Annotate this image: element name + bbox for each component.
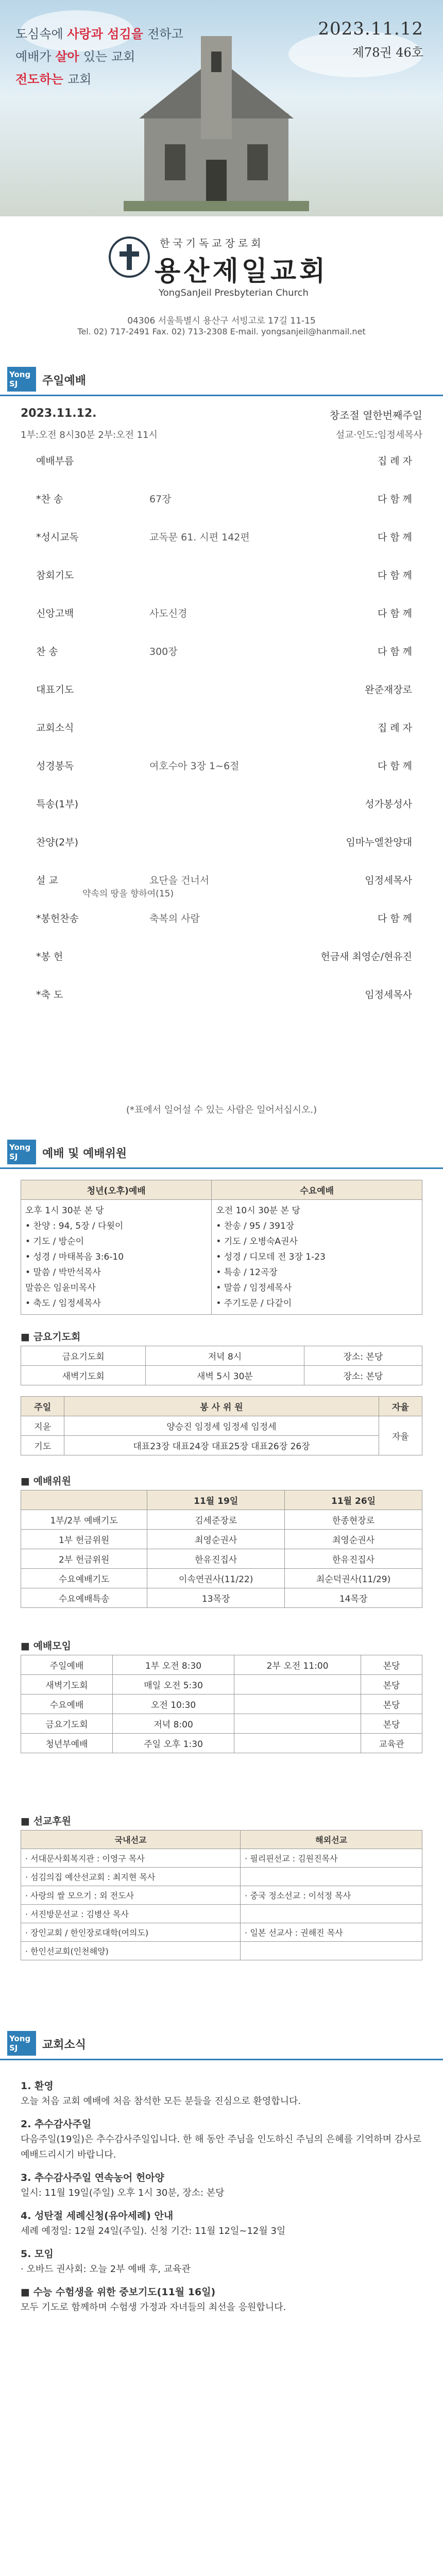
list-item: • 기도 / 방순이 xyxy=(25,1236,84,1247)
list-item: • 특송 / 12곡장 xyxy=(216,1267,278,1278)
order-item: 찬 송 xyxy=(36,646,58,657)
table-cell: 14목장 xyxy=(285,1588,422,1608)
list-item: • 주기도문 / 다같이 xyxy=(216,1298,292,1309)
news-text: · 오바드 권사회: 오늘 2부 예배 후, 교육관 xyxy=(21,2264,191,2275)
order-row xyxy=(21,758,422,796)
table-header: 청년(오후)예배 xyxy=(21,1180,212,1200)
order-row xyxy=(21,682,422,720)
church-news xyxy=(21,2071,422,2315)
order-who: 다 함 께 xyxy=(377,646,412,657)
table-cell: · 사랑의 쌀 모으기 : 외 전도사 xyxy=(21,1886,241,1905)
mission-table xyxy=(21,1830,422,1960)
order-row xyxy=(21,568,422,606)
table-cell: 저녁 8시 xyxy=(146,1346,304,1366)
table-cell xyxy=(234,1675,361,1694)
order-row xyxy=(21,492,422,530)
slogan-highlight: 사랑과 xyxy=(67,26,108,41)
sermon-title: 요단을 건너서 xyxy=(149,875,210,886)
section-title: 예배 및 예배위원 xyxy=(42,1147,127,1160)
table-row xyxy=(21,1868,422,1886)
table-cell: 청년부예배 xyxy=(21,1734,113,1753)
table-row xyxy=(21,1923,422,1942)
table-cell: 새벽기도회 xyxy=(21,1675,113,1694)
order-item: 신앙고백 xyxy=(36,608,74,619)
order-item: 교회소식 xyxy=(36,722,74,734)
slogan-text: 도심속에 xyxy=(15,27,67,41)
news-text: 오늘 처음 교회 예배에 처음 참석한 모든 분들을 진심으로 환영합니다. xyxy=(21,2096,301,2107)
news-heading: 5. 모임 xyxy=(21,2248,54,2260)
table-cell: · 중국 정소선교 : 이석정 목사 xyxy=(241,1886,422,1905)
issue-info xyxy=(318,19,423,60)
table-cell: 최영순권사 xyxy=(147,1530,285,1549)
table-row xyxy=(21,1569,422,1588)
news-heading: 3. 추수감사주일 연속농어 헌아양 xyxy=(21,2172,164,2183)
table-header: 봉 사 위 원 xyxy=(64,1397,379,1416)
section-header-news xyxy=(0,2025,443,2061)
table-cell: 주일예배 xyxy=(21,1655,113,1675)
order-who: 임마누엘찬양대 xyxy=(346,837,412,848)
meetings-table xyxy=(21,1655,422,1753)
table-cell: 장소: 본당 xyxy=(304,1366,422,1385)
table-cell: 대표23장 대표24장 대표25장 대표26장 26장 xyxy=(64,1436,379,1455)
order-row xyxy=(21,606,422,644)
table-header: 11월 26일 xyxy=(285,1490,422,1510)
table-header xyxy=(21,1490,147,1510)
order-row xyxy=(21,644,422,682)
list-item: • 성경 / 마태복음 3:6-10 xyxy=(25,1252,124,1262)
order-who: 헌금새 최영순/현유진 xyxy=(320,951,412,962)
list-item: • 말씀 / 박만석목사 xyxy=(25,1267,101,1278)
service-time-row xyxy=(21,428,422,441)
news-heading: 1. 환영 xyxy=(21,2080,54,2092)
order-row xyxy=(21,453,422,492)
youth-service-cell xyxy=(21,1200,212,1315)
table-row xyxy=(21,1734,422,1753)
table-row xyxy=(21,1694,422,1714)
issue-date: 2023.11.12 xyxy=(318,19,423,39)
order-row xyxy=(21,873,422,911)
slogan-highlight: 섬김을 xyxy=(107,26,148,41)
slogan xyxy=(15,23,183,91)
cover-hero xyxy=(0,0,443,216)
order-item: 설 교 xyxy=(36,875,58,886)
order-item: 대표기도 xyxy=(36,684,74,696)
section-tag: Yong SJ xyxy=(7,1140,36,1164)
section-header-worship xyxy=(0,361,443,397)
order-item: 성경봉독 xyxy=(36,760,74,772)
table-cell xyxy=(234,1694,361,1714)
roles-table xyxy=(21,1490,422,1608)
list-item: • 성경 / 디모데 전 3장 1-23 xyxy=(216,1252,326,1262)
order-detail: 300장 xyxy=(149,646,178,657)
order-who: 다 함 께 xyxy=(377,494,412,505)
table-cell: 교육관 xyxy=(361,1734,422,1753)
table-cell: · 한인선교회(인천해양) xyxy=(21,1942,241,1960)
sermon-series: 약속의 땅을 향하여(15) xyxy=(82,889,174,899)
table-cell: 최영순권사 xyxy=(285,1530,422,1549)
table-header: 자율 xyxy=(379,1397,422,1416)
table-cell: 장소: 본당 xyxy=(304,1346,422,1366)
table-cell xyxy=(234,1734,361,1753)
order-item: 참회기도 xyxy=(36,570,74,581)
order-detail: 교독문 61. 시편 142편 xyxy=(149,532,250,543)
list-item: 말씀은 임윤미목사 xyxy=(25,1283,96,1293)
weekly-services-table xyxy=(21,1180,422,1315)
table-cell: 한유진집사 xyxy=(285,1549,422,1569)
list-item: • 찬양 : 94, 5장 / 다윗이 xyxy=(25,1221,124,1231)
table-cell: 매일 오전 5:30 xyxy=(112,1675,234,1694)
order-row xyxy=(21,949,422,987)
worship-order xyxy=(21,453,422,1025)
table-cell: · 섬김의집 예산선교회 : 최지현 목사 xyxy=(21,1868,241,1886)
news-heading: 2. 추수감사주일 xyxy=(21,2119,92,2130)
table-row xyxy=(21,1675,422,1694)
news-text: 모두 기도로 함께하며 수험생 가정과 자녀들의 최선을 응원합니다. xyxy=(21,2302,286,2313)
table-cell: 본당 xyxy=(361,1655,422,1675)
list-item: • 찬송 / 95 / 391장 xyxy=(216,1221,295,1231)
table-cell: 저녁 8:00 xyxy=(112,1714,234,1734)
prayer-meeting-table xyxy=(21,1346,422,1385)
prayer-meeting-title: ■ 금요기도회 xyxy=(21,1331,81,1343)
table-cell: 금요기도회 xyxy=(21,1714,113,1734)
news-heading: 4. 성탄절 세례신청(유아세례) 안내 xyxy=(21,2210,174,2222)
table-cell: 13목장 xyxy=(147,1588,285,1608)
order-who: 성가봉성사 xyxy=(365,799,412,810)
order-who: 완준재장로 xyxy=(365,684,412,696)
table-header: 해외선교 xyxy=(241,1831,422,1849)
table-header: 수요예배 xyxy=(212,1180,422,1200)
order-item: *축 도 xyxy=(36,989,63,1001)
order-row xyxy=(21,530,422,568)
service-title: 창조절 열한번째주일 xyxy=(329,409,422,421)
section-header-vocation xyxy=(0,1133,443,1170)
section-divider xyxy=(0,395,443,396)
news-text: 다음주일(19일)은 추수감사주일입니다. 한 해 동안 주님을 인도하신 주님의 은혜를 기억하며 감사로 예배드리시기 바랍니다. xyxy=(21,2134,422,2160)
table-cell xyxy=(241,1942,422,1960)
list-item: 오전 10시 30분 본 당 xyxy=(216,1206,300,1216)
table-cell: 최순덕권사(11/29) xyxy=(285,1569,422,1588)
table-row xyxy=(21,1714,422,1734)
order-item: *봉 헌 xyxy=(36,951,63,962)
table-row xyxy=(21,1849,422,1868)
table-cell: 금요기도회 xyxy=(21,1346,146,1366)
table-cell: 1부/2부 예배기도 xyxy=(21,1510,147,1530)
news-heading: ■ 수능 수험생을 위한 중보기도(11월 16일) xyxy=(21,2286,216,2298)
table-cell: 1부 헌금위원 xyxy=(21,1530,147,1549)
church-address: 04306 서울특별시 용산구 서빙고로 17길 11-15 xyxy=(127,316,316,326)
order-detail: 사도신경 xyxy=(149,608,188,619)
table-row xyxy=(21,1510,422,1530)
order-who: 다 함 께 xyxy=(377,532,412,543)
church-brand xyxy=(0,216,443,350)
table-row xyxy=(21,1549,422,1569)
table-cell: 한유진집사 xyxy=(147,1549,285,1569)
slogan-highlight: 전도하는 xyxy=(15,72,68,87)
table-cell: 새벽기도회 xyxy=(21,1366,146,1385)
table-header: 국내선교 xyxy=(21,1831,241,1849)
list-item: • 축도 / 임정세목사 xyxy=(25,1298,101,1309)
section-title: 주일예배 xyxy=(42,375,87,387)
table-cell: 2부 헌금위원 xyxy=(21,1549,147,1569)
section-tag: Yong SJ xyxy=(7,2031,36,2056)
table-cell: 한종현장로 xyxy=(285,1510,422,1530)
table-cell: 1부 오전 8:30 xyxy=(112,1655,234,1675)
mission-title: ■ 선교후원 xyxy=(21,1816,71,1827)
section-divider xyxy=(0,2059,443,2060)
table-cell: 2부 오전 11:00 xyxy=(234,1655,361,1675)
table-cell: 김세준장로 xyxy=(147,1510,285,1530)
table-cell: 본당 xyxy=(361,1675,422,1694)
roles-title: ■ 예배위원 xyxy=(21,1476,71,1487)
table-cell: 수요예배기도 xyxy=(21,1569,147,1588)
table-cell: 오전 10:30 xyxy=(112,1694,234,1714)
table-row xyxy=(21,1530,422,1549)
news-text: 세례 예정일: 12월 24일(주일). 신청 기간: 11월 12일~12월 3일 xyxy=(21,2226,286,2236)
order-who: 집 례 자 xyxy=(377,722,412,734)
news-text: 일시: 11월 19일(주일) 오후 1시 30분, 장소: 본당 xyxy=(21,2188,225,2198)
service-date-row xyxy=(21,407,422,420)
church-name-english: YongSanJeil Presbyterian Church xyxy=(159,287,309,298)
list-item: • 기도 / 오병숙A권사 xyxy=(216,1236,298,1247)
table-cell: · 서대문사회복지관 : 이영구 목사 xyxy=(21,1849,241,1868)
order-who: 임정세목사 xyxy=(365,989,412,1001)
church-logo-icon xyxy=(108,236,150,278)
order-who: 다 함 께 xyxy=(377,570,412,581)
church-contact: Tel. 02) 717-2491 Fax. 02) 713-2308 E-mail. yongsanjeil@hanmail.net xyxy=(77,327,366,336)
order-who: 임정세목사 xyxy=(365,875,412,886)
service-volunteer-table xyxy=(21,1396,422,1455)
order-item: *찬 송 xyxy=(36,494,63,505)
table-cell: 지윤 xyxy=(21,1416,64,1436)
table-cell xyxy=(241,1905,422,1923)
table-row xyxy=(21,1588,422,1608)
table-header: 11월 19일 xyxy=(147,1490,285,1510)
order-row xyxy=(21,796,422,835)
church-name: 용산제일교회 xyxy=(155,256,329,287)
order-detail: 여호수아 3장 1~6절 xyxy=(149,760,240,772)
table-cell: 주일 오후 1:30 xyxy=(112,1734,234,1753)
table-cell: 새벽 5시 30분 xyxy=(146,1366,304,1385)
table-cell xyxy=(241,1868,422,1886)
table-row xyxy=(21,1655,422,1675)
table-cell xyxy=(234,1714,361,1734)
service-date: 2023.11.12. xyxy=(21,407,97,420)
section-title: 교회소식 xyxy=(42,2039,87,2052)
table-cell: 자율 xyxy=(379,1416,422,1455)
table-cell: 본당 xyxy=(361,1694,422,1714)
slogan-text: 교회 xyxy=(67,72,92,87)
order-item: *봉헌찬송 xyxy=(36,913,79,924)
slogan-highlight: 살아 xyxy=(55,49,83,64)
table-cell: · 일본 선교사 : 권해진 목사 xyxy=(241,1923,422,1942)
slogan-text: 예배가 xyxy=(15,49,56,64)
table-cell: · 필리핀선교 : 김원진목사 xyxy=(241,1849,422,1868)
slogan-text: 전하고 xyxy=(147,27,183,41)
order-who: 집 례 자 xyxy=(377,455,412,467)
standing-notice: (*표에서 일어설 수 있는 사람은 일어서십시오.) xyxy=(126,1105,317,1115)
order-row xyxy=(21,720,422,758)
table-cell: · 장인교회 / 한인장로대학(여의도) xyxy=(21,1923,241,1942)
table-cell: 수요예배특송 xyxy=(21,1588,147,1608)
denomination: 한국기독교장로회 xyxy=(160,237,264,249)
table-cell: 양승진 임정세 임정세 임정세 xyxy=(64,1416,379,1436)
order-item: 찬양(2부) xyxy=(36,837,78,848)
meetings-title: ■ 예배모임 xyxy=(21,1640,71,1652)
list-item: • 말씀 / 임정세목사 xyxy=(216,1283,292,1293)
table-row xyxy=(21,1905,422,1923)
order-detail: 축복의 사람 xyxy=(149,913,200,924)
order-who: 다 함 께 xyxy=(377,913,412,924)
section-tag: Yong SJ xyxy=(7,367,36,392)
table-header: 주일 xyxy=(21,1397,64,1416)
service-times: 1부:오전 8시30분 2부:오전 11시 xyxy=(21,430,158,440)
table-cell: 이속연권사(11/22) xyxy=(147,1569,285,1588)
service-leader: 설교·인도:임정세목사 xyxy=(335,430,422,440)
order-detail: 67장 xyxy=(149,494,172,505)
order-who: 다 함 께 xyxy=(377,760,412,772)
order-row xyxy=(21,987,422,1025)
slogan-text: 있는 교회 xyxy=(83,49,135,64)
issue-volume: 제78권 46호 xyxy=(352,45,423,60)
order-item: 예배부름 xyxy=(36,455,74,467)
table-cell: 수요예배 xyxy=(21,1694,113,1714)
order-who: 다 함 께 xyxy=(377,608,412,619)
table-cell: · 서진방문선교 : 김병산 목사 xyxy=(21,1905,241,1923)
order-item: *성시교독 xyxy=(36,532,79,543)
table-cell: 기도 xyxy=(21,1436,64,1455)
table-row xyxy=(21,1942,422,1960)
order-row xyxy=(21,911,422,949)
section-divider xyxy=(0,1167,443,1169)
table-row xyxy=(21,1886,422,1905)
wednesday-service-cell xyxy=(212,1200,422,1315)
order-row xyxy=(21,835,422,873)
list-item: 오후 1시 30분 본 당 xyxy=(25,1206,104,1216)
order-item: 특송(1부) xyxy=(36,799,78,810)
table-cell: 본당 xyxy=(361,1714,422,1734)
